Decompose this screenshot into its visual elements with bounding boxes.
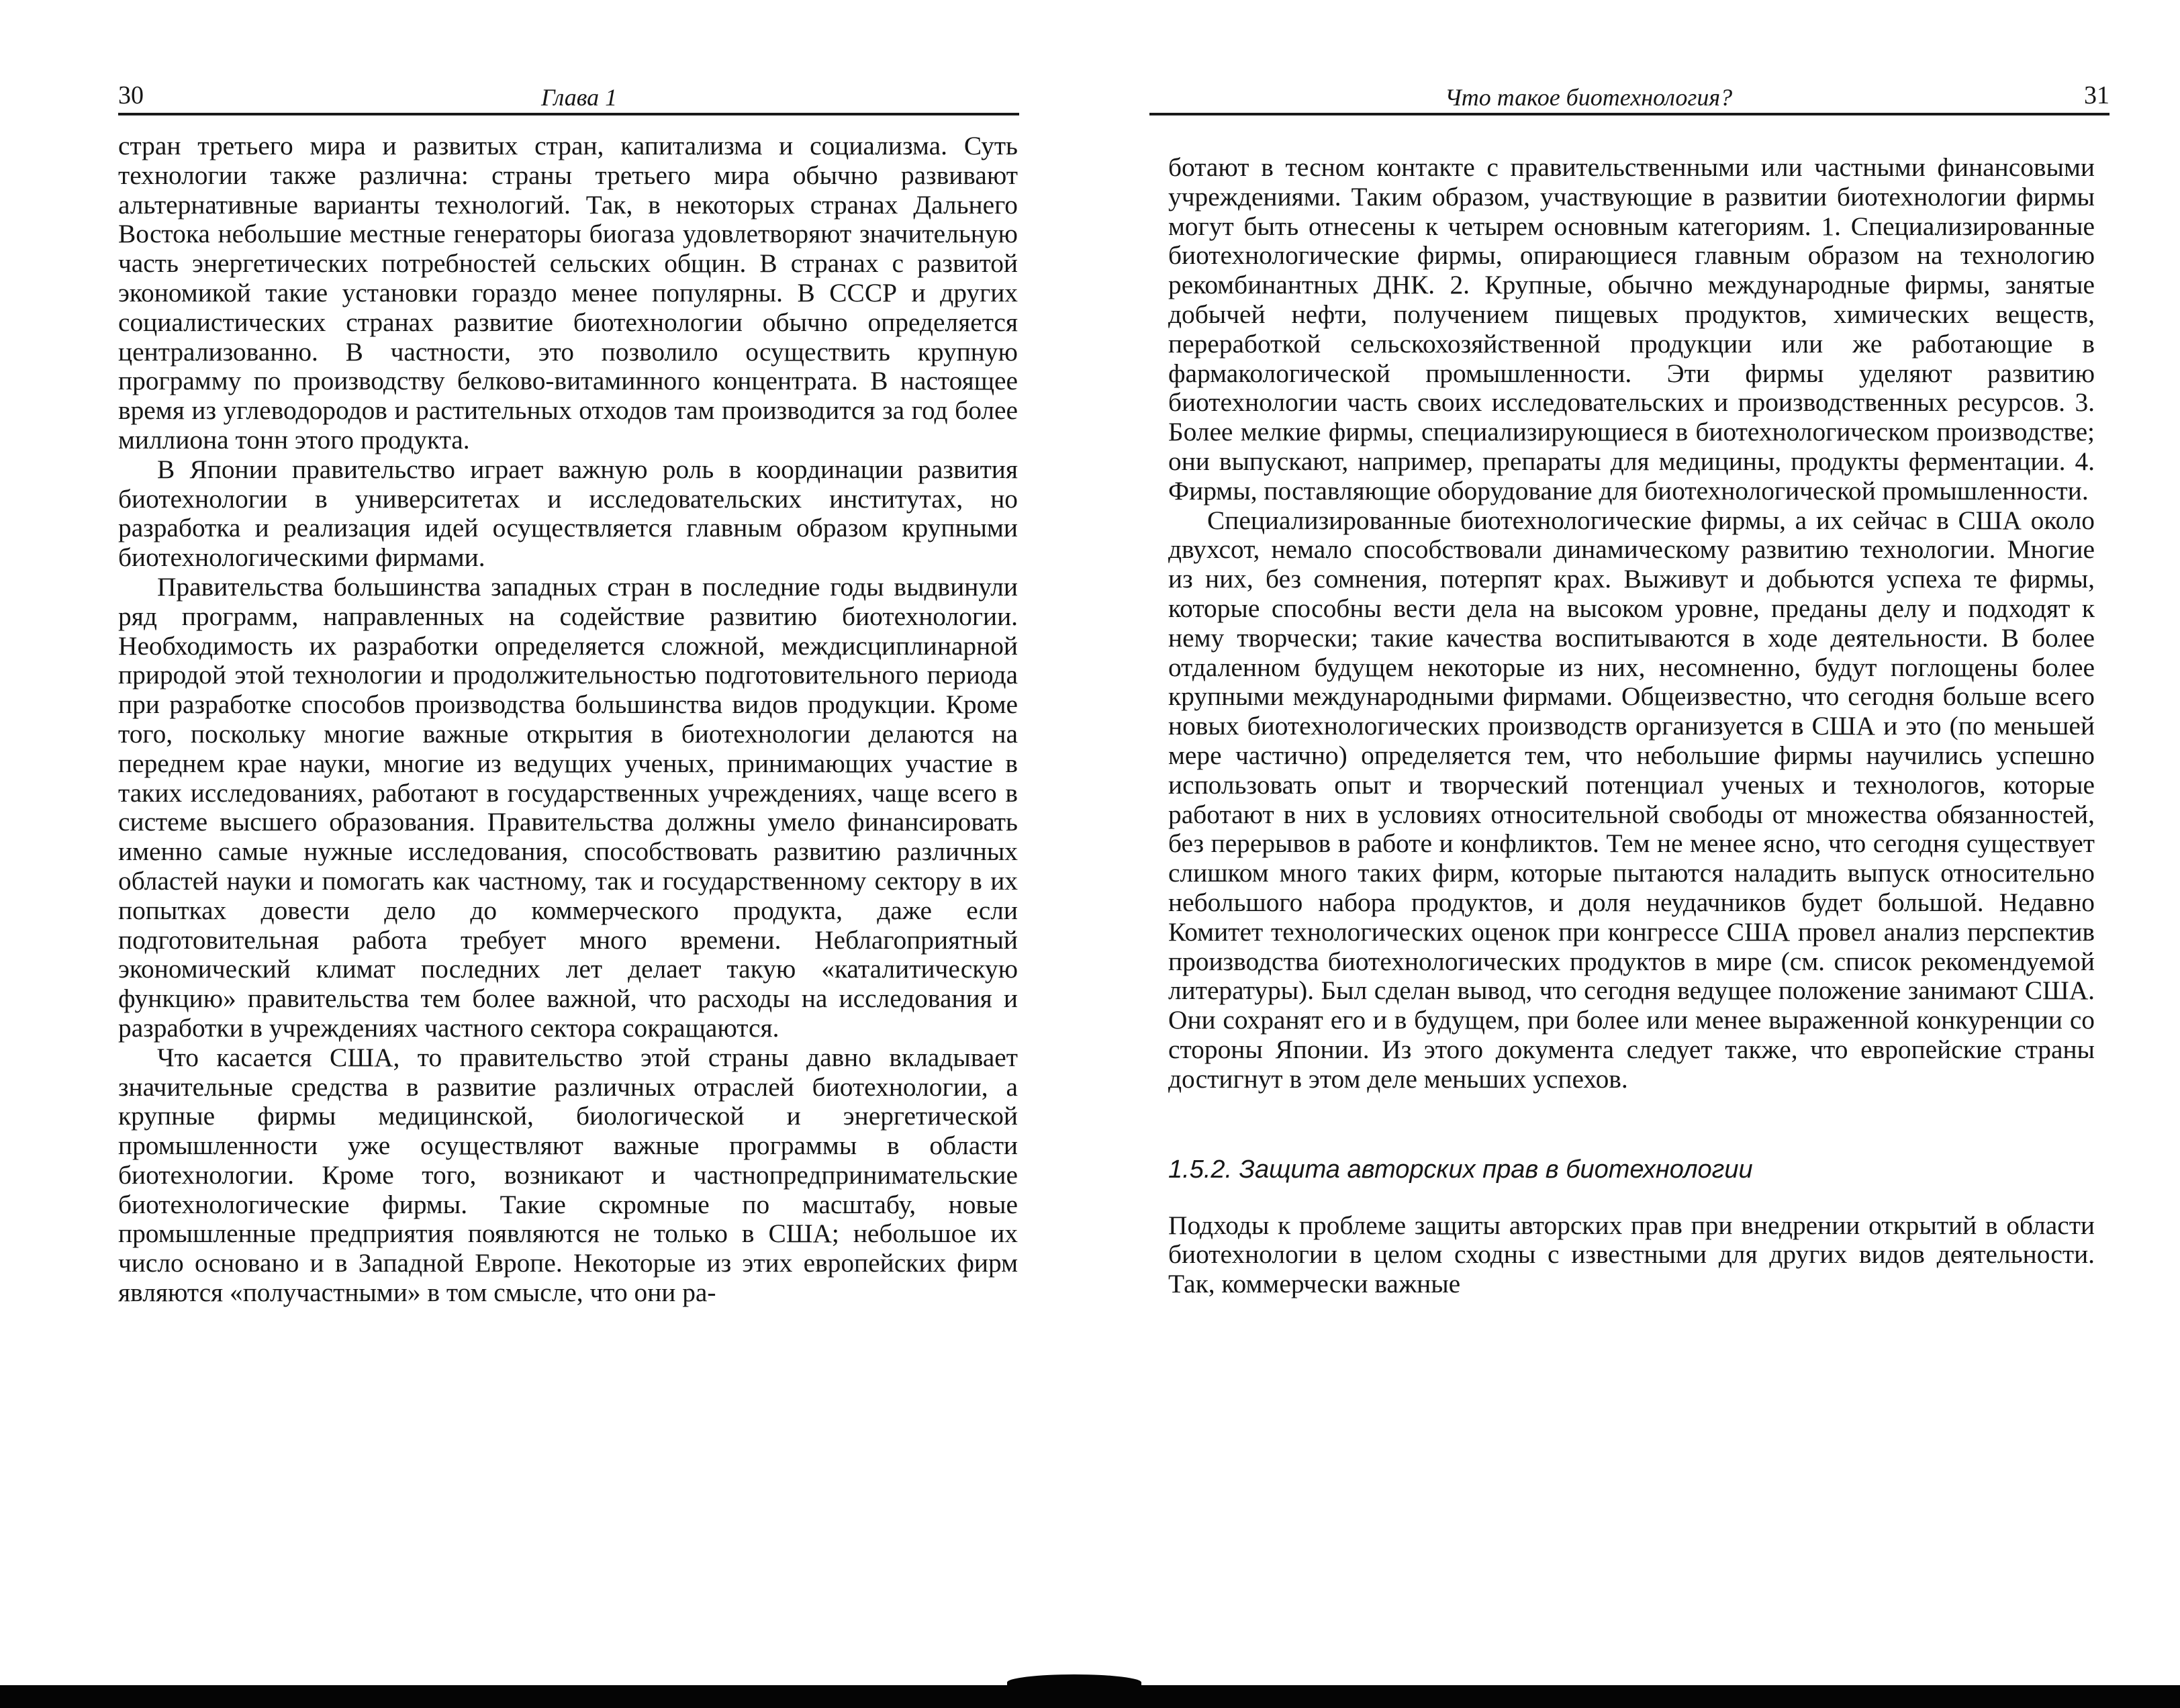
left-paragraph-1: стран третьего мира и развитых стран, капитализма и социализма. Суть технологии также различна: страны третьего мира обычно развивают альтернативные варианты технологий. Так, в некоторых странах Дальнего Востока небольшие местные генераторы биогаза удовлетворяют значительную часть энергетических потребностей сельских общин. В странах с развитой экономикой такие установки гораздо менее популярны. В СССР и других социалистических странах развитие биотехнологии обычно определяется централизованно. В частности, это позволило осуществить крупную программу по производству белково-витаминного концентрата. В настоящее время из углеводородов и растительных отходов там производится за год более миллиона тонн этого продукта. xyxy=(118,131,1018,455)
right-paragraph-2: Специализированные биотехнологические фирмы, а их сейчас в США около двухсот, немало способствовали динамическому развитию технологии. Многие из них, без сомнения, потерпят крах. Выживут и добьются успеха те фирмы, которые способны вести дела на высоком уровне, преданы делу и подходят к нему творчески; такие качества воспитываются в ходе деятельности. В более отдаленном будущем некоторые из них, несомненно, будут поглощены более крупными международными фирмами. Общеизвестно, что сегодня больше всего новых биотехнологических производств организуется в США и это (по меньшей мере частично) определяется тем, что небольшие фирмы научились успешно использовать опыт и творческий потенциал ученых и технологов, которые работают в них в условиях относительной свободы от множества обязанностей, без перерывов в работе и конфликтов. Тем не менее ясно, что сегодня существует слишком много таких фирм, которые пытаются наладить выпуск относительно небольшого набора продуктов, и доля неудачников будет большой. Недавно Комитет технологических оценок при конгрессе США провел анализ перспектив производства биотехнологических продуктов в мире (см. список рекомендуемой литературы). Был сделан вывод, что сегодня ведущее положение занимают США. Они сохранят его и в будущем, при более или менее выраженной конкуренции со стороны Японии. Из этого документа следует также, что европейские страны достигнут в этом деле меньших успехов. xyxy=(1168,505,2095,1094)
left-paragraph-3: Правительства большинства западных стран в последние годы выдвинули ряд программ, направленных на содействие развитию биотехнологии. Необходимость их разработки определяется сложной, междисциплинарной природой этой технологии и продолжительностью подготовительного периода при разработке способов производства большинства видов продукции. Кроме того, поскольку многие важные открытия в биотехнологии делаются на переднем крае науки, многие из ведущих ученых, принимающих участие в таких исследованиях, работают в государственных учреждениях, чаще всего в системе высшего образования. Правительства должны умело финансировать именно самые нужные исследования, способствовать развитию различных областей науки и помогать как частному, так и государственному сектору в их попытках довести дело до коммерческого продукта, даже если подготовительная работа требует много времени. Неблагоприятный экономический климат последних лет делает такую «каталитическую функцию» правительства тем более важной, что расходы на исследования и разработки в учреждениях частного сектора сокращаются. xyxy=(118,571,1018,1043)
right-page-number: 31 xyxy=(2084,81,2110,109)
left-page-body xyxy=(118,132,1018,1308)
left-page xyxy=(0,0,1074,1708)
left-page-number: 30 xyxy=(118,81,144,109)
section-paragraph: Подходы к проблеме защиты авторских прав при внедрении открытий в области биотехнологии в целом сходны с известными для других видов деятельности. Так, коммерчески важные xyxy=(1168,1210,2095,1299)
left-page-header xyxy=(118,73,1019,115)
right-page-header xyxy=(1149,73,2110,115)
right-paragraph-1: ботают в тесном контакте с правительственными или частными финансовыми учреждениями. Таким образом, участвующие в развитии биотехнологии фирмы могут быть отнесены к четырем основным категориям. 1. Специализированные биотехнологические фирмы, опирающиеся главным образом на технологию рекомбинантных ДНК. 2. Крупные, обычно международные фирмы, занятые добычей нефти, получением пищевых продуктов, химических веществ, переработкой сельскохозяйственной продукции или же работающие в фармакологической промышленности. Эти фирмы уделяют развитию биотехнологии часть своих исследовательских и производственных ресурсов. 3. Более мелкие фирмы, специализирующиеся в биотехнологическом производстве; они выпускают, например, препараты для медицины, продукты ферментации. 4. Фирмы, поставляющие оборудование для биотехнологической промышленности. xyxy=(1168,152,2095,506)
book-gutter-shadow xyxy=(1007,1674,1141,1691)
right-page xyxy=(1074,0,2180,1708)
right-running-title: Что такое биотехнология? xyxy=(1445,84,1733,111)
right-page-body xyxy=(1168,153,2095,1299)
left-paragraph-4: Что касается США, то правительство этой страны давно вкладывает значительные средства в развитие различных отраслей биотехнологии, а крупные фирмы медицинской, биологической и энергетической промышленности уже осуществляют важные программы в области биотехнологии. Кроме того, возникают и частнопредпринимательские биотехнологические фирмы. Такие скромные по масштабу, новые промышленные предприятия появляются не только в США; небольшое их число основано и в Западной Европе. Некоторые из этих европейских фирм являются «получастными» в том смысле, что они ра- xyxy=(118,1042,1018,1308)
section-heading: 1.5.2. Защита авторских прав в биотехнологии xyxy=(1168,1155,1753,1184)
left-paragraph-2: В Японии правительство играет важную роль в координации развития биотехнологии в университетах и исследовательских институтах, но разработка и реализация идей осуществляется главным образом крупными биотехнологическими фирмами. xyxy=(118,454,1018,573)
left-running-title: Глава 1 xyxy=(541,84,618,111)
